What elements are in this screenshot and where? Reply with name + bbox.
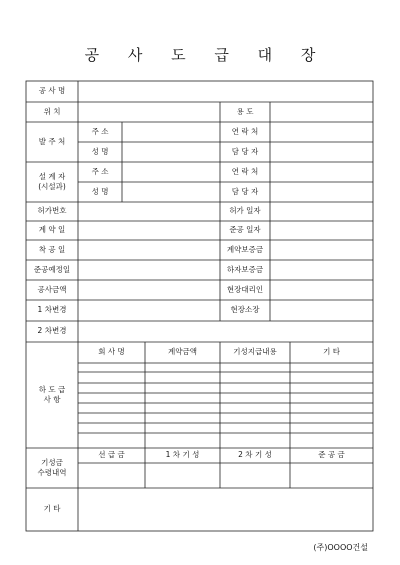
label-subcontract	[26, 342, 78, 448]
label-project-name: 공 사 명	[38, 86, 66, 96]
label-client: 발 주 처	[38, 136, 66, 146]
label-change1: 1 차변경	[37, 305, 67, 315]
label-designer-sub: (시설과)	[38, 182, 66, 191]
label-location: 위 치	[43, 106, 61, 116]
subcontract-header-amount: 계약금액	[168, 347, 197, 357]
label-progress-pay-sub: 수령내역	[37, 468, 67, 477]
label-change2: 2 차변경	[37, 326, 67, 336]
payment-header-advance: 선 급 금	[98, 450, 125, 460]
label-completion-date: 준공 일자	[229, 225, 261, 235]
label-client-address: 주 소	[91, 126, 109, 136]
payment-header-first: 1 차 기 성	[165, 450, 200, 460]
label-progress-pay	[26, 448, 78, 488]
label-designer-contact: 연 락 처	[231, 166, 259, 176]
subcontract-header-company: 회 사 명	[98, 347, 125, 357]
label-designer-manager: 담 당 자	[231, 186, 259, 196]
label-client-name: 성 명	[91, 146, 109, 156]
label-designer	[26, 162, 78, 202]
label-designer-address: 주 소	[91, 166, 109, 176]
label-subcontract-main: 하 도 급	[38, 384, 66, 394]
payment-header-completion: 준 공 금	[318, 450, 345, 460]
payment-header-second: 2 차 기 성	[238, 450, 272, 460]
label-other: 기 타	[43, 504, 61, 514]
label-defect-deposit: 하자보증금	[226, 264, 264, 274]
label-progress-pay-main: 기성금	[41, 457, 63, 467]
label-purpose: 용 도	[236, 106, 254, 116]
label-designer-main: 설 계 자	[38, 171, 66, 181]
subcontract-header-other: 기 타	[323, 347, 340, 357]
company-footer: (주)OOOO건설	[313, 543, 368, 552]
label-contract-amount: 공사금액	[37, 284, 67, 294]
label-start-date: 착 공 일	[38, 244, 66, 254]
label-planned-completion: 준공예정일	[33, 264, 71, 274]
label-client-manager: 담 당 자	[231, 146, 259, 156]
label-site-agent: 현장대리인	[226, 284, 264, 294]
label-permit-date: 허가 일자	[229, 206, 261, 216]
label-site-manager: 현장소장	[230, 305, 260, 315]
label-contract-date: 계 약 일	[38, 225, 66, 235]
label-client-contact: 연 락 처	[231, 126, 259, 136]
label-subcontract-sub: 사 항	[43, 395, 61, 404]
subcontract-header-payment: 기성지급내용	[233, 347, 277, 357]
label-contract-deposit: 계약보증금	[226, 244, 264, 254]
label-permit-no: 허가번호	[37, 206, 67, 216]
page-title: 공 사 도 급 대 장	[84, 46, 328, 64]
label-designer-name: 성 명	[91, 186, 109, 196]
